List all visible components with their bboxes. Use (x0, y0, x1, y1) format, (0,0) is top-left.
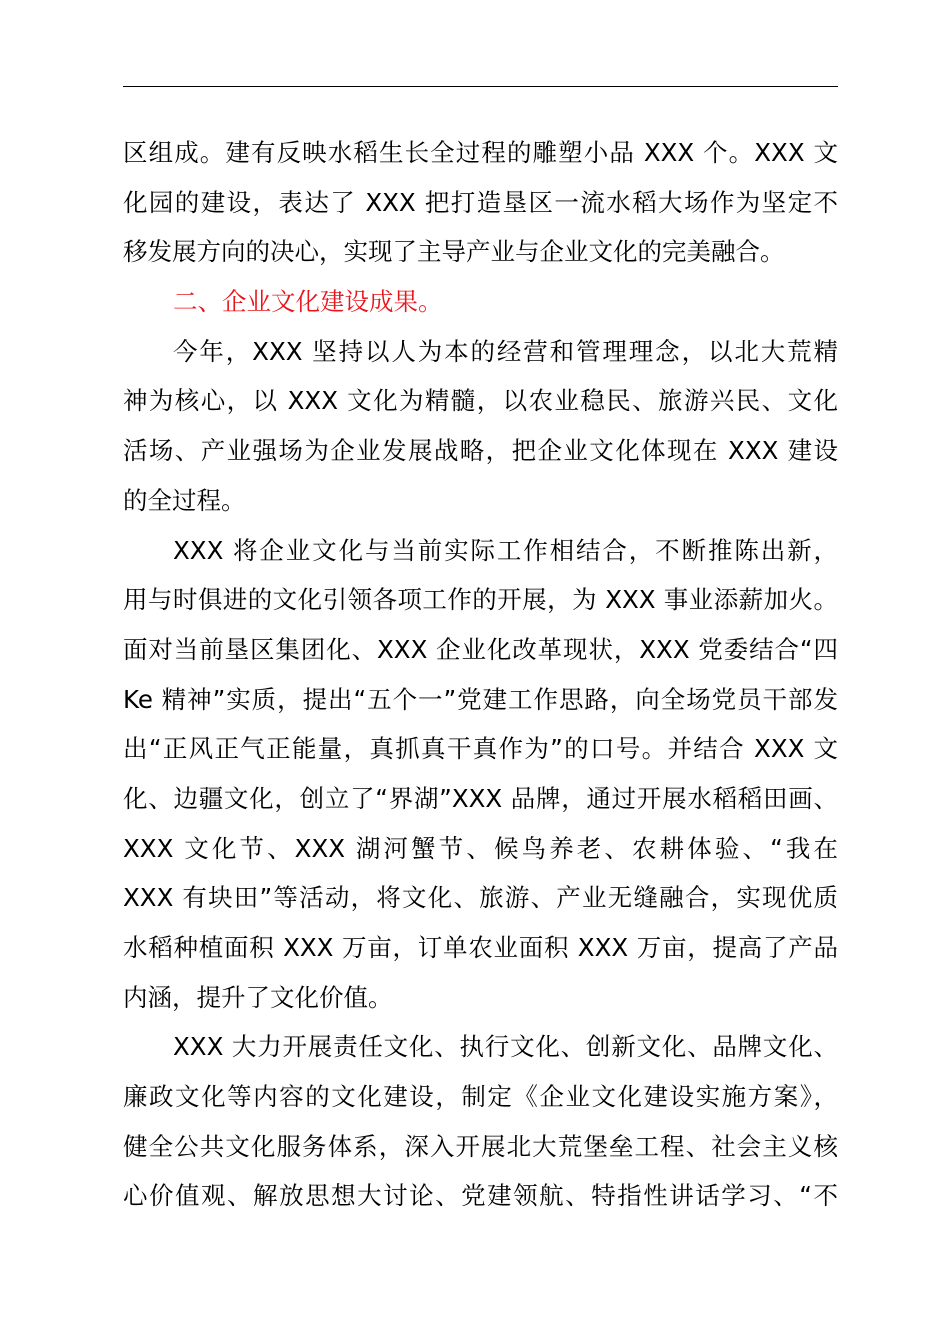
text-line: Ke 精神”实质，提出“五个一”党建工作思路，向全场党员干部发 (123, 684, 838, 714)
text-line: XXX 有块田”等活动，将文化、旅游、产业无缝融合，实现优质 (123, 883, 838, 913)
text-line: 神为核心，以 XXX 文化为精髓，以农业稳民、旅游兴民、文化 (123, 386, 838, 416)
text-line: 面对当前垦区集团化、XXX 企业化改革现状，XXX 党委结合“四 (123, 634, 838, 664)
text-line: 健全公共文化服务体系，深入开展北大荒堡垒工程、社会主义核 (123, 1131, 838, 1161)
text-line: 活场、产业强场为企业发展战略，把企业文化体现在 XXX 建设 (123, 436, 838, 466)
text-line: 化、边疆文化，创立了“界湖”XXX 品牌，通过开展水稻稻田画、 (123, 783, 838, 813)
paragraph-continued (123, 128, 838, 277)
heading-line: 二、企业文化建设成果。 (173, 287, 443, 317)
text-line: 廉政文化等内容的文化建设，制定《企业文化建设实施方案》， (123, 1082, 838, 1112)
section-heading (123, 277, 838, 327)
text-line: XXX 大力开展责任文化、执行文化、创新文化、品牌文化、 (173, 1032, 838, 1062)
header-rule (123, 86, 838, 87)
text-line: 移发展方向的决心，实现了主导产业与企业文化的完美融合。 (123, 237, 785, 267)
text-line: XXX 文化节、XXX 湖河蟹节、候鸟养老、农耕体验、“我在 (123, 833, 838, 863)
text-line: 今年，XXX 坚持以人为本的经营和管理理念，以北大荒精 (173, 336, 838, 366)
text-line: 化园的建设，表达了 XXX 把打造垦区一流水稻大场作为坚定不 (123, 187, 838, 217)
paragraph (123, 327, 838, 526)
text-line: 的全过程。 (123, 485, 246, 515)
paragraph (123, 1022, 838, 1221)
paragraph (123, 526, 838, 1023)
text-line: 水稻种植面积 XXX 万亩，订单农业面积 XXX 万亩，提高了产品 (123, 933, 838, 962)
text-line: 心价值观、解放思想大讨论、党建领航、特指性讲话学习、“不 (123, 1181, 838, 1211)
text-line: XXX 将企业文化与当前实际工作相结合，不断推陈出新， (173, 535, 838, 565)
text-line: 区组成。建有反映水稻生长全过程的雕塑小品 XXX 个。XXX 文 (123, 138, 838, 167)
text-line: 用与时俱进的文化引领各项工作的开展，为 XXX 事业添薪加火。 (123, 585, 838, 615)
document-body (123, 128, 838, 1221)
text-line: 出“正风正气正能量，真抓真干真作为”的口号。并结合 XXX 文 (123, 734, 838, 764)
text-line: 内涵，提升了文化价值。 (123, 982, 393, 1012)
